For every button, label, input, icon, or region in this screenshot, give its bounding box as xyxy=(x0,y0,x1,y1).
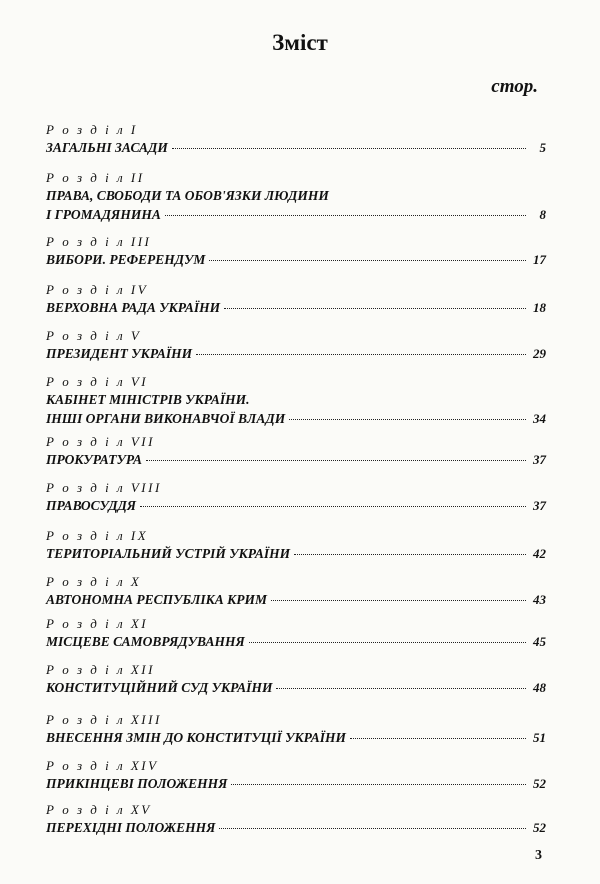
section-title-line: ПРАВА, СВОБОДИ ТА ОБОВ'ЯЗКИ ЛЮДИНИ xyxy=(46,188,329,203)
page-ref: 51 xyxy=(533,730,546,745)
page-ref: 8 xyxy=(539,207,546,222)
dot-leader xyxy=(350,738,526,739)
section-label: Р о з д і л VIII xyxy=(46,480,162,495)
page-column-label: стор. xyxy=(491,76,538,97)
dot-leader xyxy=(172,148,526,149)
section-label: Р о з д і л V xyxy=(46,328,142,343)
section-label: Р о з д і л IV xyxy=(46,282,149,297)
section-title: ІНШІ ОРГАНИ ВИКОНАВЧОЇ ВЛАДИ xyxy=(46,411,286,426)
page-ref: 34 xyxy=(533,411,546,426)
page-ref: 52 xyxy=(533,820,546,835)
dot-leader xyxy=(140,506,526,507)
dot-leader xyxy=(196,354,526,355)
section-title: ПРОКУРАТУРА xyxy=(46,452,142,467)
toc-entry xyxy=(46,574,546,609)
section-title-line xyxy=(46,818,546,837)
toc-entry xyxy=(46,374,546,428)
section-title: КОНСТИТУЦІЙНИЙ СУД УКРАЇНИ xyxy=(46,680,273,695)
section-title: ВИБОРИ. РЕФЕРЕНДУМ xyxy=(46,252,206,267)
section-title: І ГРОМАДЯНИНА xyxy=(46,207,161,222)
dot-leader xyxy=(276,688,526,689)
section-title: ТЕРИТОРІАЛЬНИЙ УСТРІЙ УКРАЇНИ xyxy=(46,546,291,561)
toc-entry xyxy=(46,616,546,651)
section-label: Р о з д і л XIII xyxy=(46,712,162,727)
section-title-line xyxy=(46,205,546,224)
section-title: ПРЕЗИДЕНТ УКРАЇНИ xyxy=(46,346,193,361)
section-label: Р о з д і л III xyxy=(46,234,152,249)
section-title-line xyxy=(46,728,546,747)
section-title-line xyxy=(46,409,546,428)
section-title: АВТОНОМНА РЕСПУБЛІКА КРИМ xyxy=(46,592,268,607)
section-label: Р о з д і л VII xyxy=(46,434,155,449)
section-title-line xyxy=(46,250,546,269)
dot-leader xyxy=(294,554,526,555)
dot-leader xyxy=(219,828,526,829)
section-label: Р о з д і л I xyxy=(46,122,138,137)
dot-leader xyxy=(271,600,526,601)
page-title: Зміст xyxy=(272,30,328,55)
toc-entry xyxy=(46,328,546,363)
section-label: Р о з д і л X xyxy=(46,574,142,589)
dot-leader xyxy=(209,260,526,261)
section-title-line xyxy=(46,544,546,563)
toc-entry xyxy=(46,758,546,793)
section-label: Р о з д і л XII xyxy=(46,662,155,677)
section-title: ВНЕСЕННЯ ЗМІН ДО КОНСТИТУЦІЇ УКРАЇНИ xyxy=(46,730,346,745)
section-label: Р о з д і л XI xyxy=(46,616,149,631)
section-label: Р о з д і л XV xyxy=(46,802,152,817)
section-title-line xyxy=(46,678,546,697)
section-title: ПРИКІНЦЕВІ ПОЛОЖЕННЯ xyxy=(46,776,228,791)
page-ref: 48 xyxy=(533,680,546,695)
dot-leader xyxy=(289,419,526,420)
section-label: Р о з д і л II xyxy=(46,170,145,185)
page-ref: 29 xyxy=(533,346,546,361)
toc-entry xyxy=(46,122,546,157)
section-label: Р о з д і л VI xyxy=(46,374,149,389)
toc-entry xyxy=(46,712,546,747)
page-ref: 52 xyxy=(533,776,546,791)
section-title-line: КАБІНЕТ МІНІСТРІВ УКРАЇНИ. xyxy=(46,392,250,407)
toc-entry xyxy=(46,234,546,269)
dot-leader xyxy=(165,215,526,216)
section-title-line xyxy=(46,344,546,363)
section-title-line xyxy=(46,138,546,157)
section-title-line xyxy=(46,590,546,609)
section-title: ЗАГАЛЬНІ ЗАСАДИ xyxy=(46,140,168,155)
dot-leader xyxy=(146,460,526,461)
section-label: Р о з д і л XIV xyxy=(46,758,159,773)
section-title-line xyxy=(46,298,546,317)
page-ref: 37 xyxy=(533,498,546,513)
dot-leader xyxy=(231,784,526,785)
section-title-line xyxy=(46,774,546,793)
toc-entry xyxy=(46,170,546,224)
toc-entry xyxy=(46,802,546,837)
page-ref: 42 xyxy=(533,546,546,561)
section-title: МІСЦЕВЕ САМОВРЯДУВАННЯ xyxy=(46,634,245,649)
page-ref: 37 xyxy=(533,452,546,467)
dot-leader xyxy=(249,642,526,643)
toc-entry xyxy=(46,434,546,469)
page-ref: 43 xyxy=(533,592,546,607)
page-ref: 45 xyxy=(533,634,546,649)
toc-entry xyxy=(46,662,546,697)
page-ref: 5 xyxy=(539,140,546,155)
toc-entry xyxy=(46,480,546,515)
section-title-line xyxy=(46,496,546,515)
page-ref: 18 xyxy=(533,300,546,315)
section-title-line xyxy=(46,450,546,469)
toc-entry xyxy=(46,282,546,317)
section-title: ПЕРЕХІДНІ ПОЛОЖЕННЯ xyxy=(46,820,216,835)
section-title-line xyxy=(46,632,546,651)
section-label: Р о з д і л IX xyxy=(46,528,149,543)
page-ref: 17 xyxy=(533,252,546,267)
dot-leader xyxy=(224,308,526,309)
page-number: 3 xyxy=(535,848,542,863)
toc-entry xyxy=(46,528,546,563)
section-title: ПРАВОСУДДЯ xyxy=(46,498,137,513)
section-title: ВЕРХОВНА РАДА УКРАЇНИ xyxy=(46,300,221,315)
